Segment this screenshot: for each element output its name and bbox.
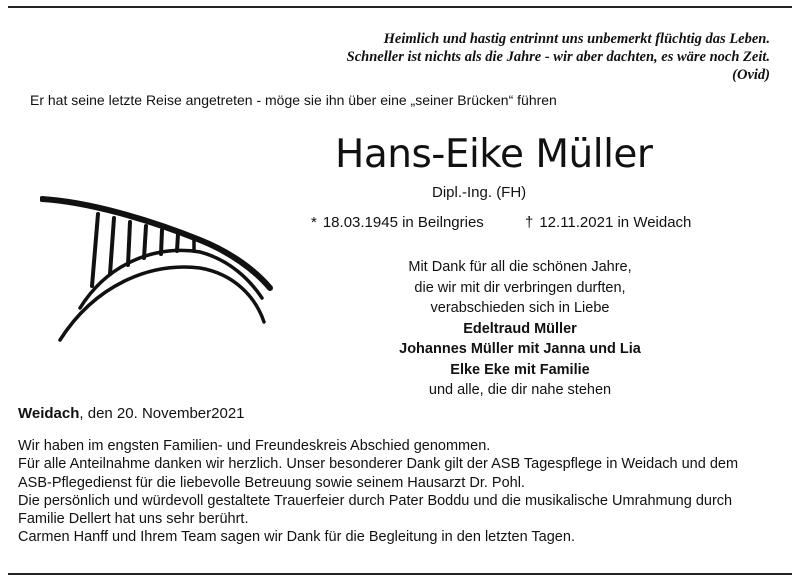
thanks-line: die wir mit dir verbringen durften, [414, 279, 626, 296]
body-line: Die persönlich und würdevoll gestaltete Trauerfeier durch Pater Boddu und die musikalische Umrahmung durch [18, 492, 733, 509]
thanks-block [330, 257, 710, 401]
mourner-name: Edeltraud Müller [463, 320, 577, 337]
star-icon: * [311, 214, 317, 231]
notice-date: , den 20. November2021 [79, 405, 245, 422]
acknowledgement-text [18, 437, 788, 547]
birth-info [311, 214, 484, 231]
birth-date: 18.03.1945 in Beilngries [322, 214, 484, 231]
top-border [8, 6, 792, 8]
body-line: Carmen Hanff und Ihrem Team sagen wir Dank für die Begleitung in den letzten Tagen. [18, 529, 575, 546]
body-line: Familie Dellert hat uns sehr berührt. [18, 511, 249, 528]
thanks-closing: und alle, die dir nahe stehen [428, 382, 612, 398]
body-line: Wir haben im engsten Familien- und Freundeskreis Abschied genommen. [18, 438, 491, 454]
place-name: Weidach [18, 405, 80, 422]
thanks-line: verabschieden sich in Liebe [430, 300, 610, 316]
body-line: ASB-Pflegedienst für die liebevolle Betreuung sowie seinem Hausarzt Dr. Pohl. [18, 474, 525, 491]
body-line: Für alle Anteilnahme danken wir herzlich. Unser besonderer Dank gilt der ASB Tagespflege in Weidach und dem [18, 456, 739, 473]
mourner-name: Johannes Müller mit Janna und Lia [399, 341, 641, 357]
quote-attribution: (Ovid) [732, 67, 770, 83]
academic-title: Dipl.-Ing. (FH) [432, 184, 527, 201]
bottom-border [8, 573, 792, 575]
bridge-icon [40, 190, 275, 350]
journey-subline: Er hat seine letzte Reise angetreten - möge sie ihn über eine „seiner Brücken“ führen [30, 92, 557, 108]
death-info [525, 214, 691, 231]
cross-icon: † [525, 214, 534, 231]
mourner-name: Elke Eke mit Familie [450, 361, 590, 378]
deceased-name: Hans-Eike Müller [335, 132, 653, 177]
quote-line-1: Heimlich und hastig entrinnt uns unbemerkt flüchtig das Leben. [383, 31, 770, 47]
place-date [18, 405, 245, 422]
death-date: 12.11.2021 in Weidach [539, 214, 692, 231]
quote-line-2: Schneller ist nichts als die Jahre - wir aber dachten, es wäre noch Zeit. [346, 49, 770, 65]
ovid-quote [210, 30, 770, 84]
thanks-line: Mit Dank für all die schönen Jahre, [408, 259, 632, 275]
